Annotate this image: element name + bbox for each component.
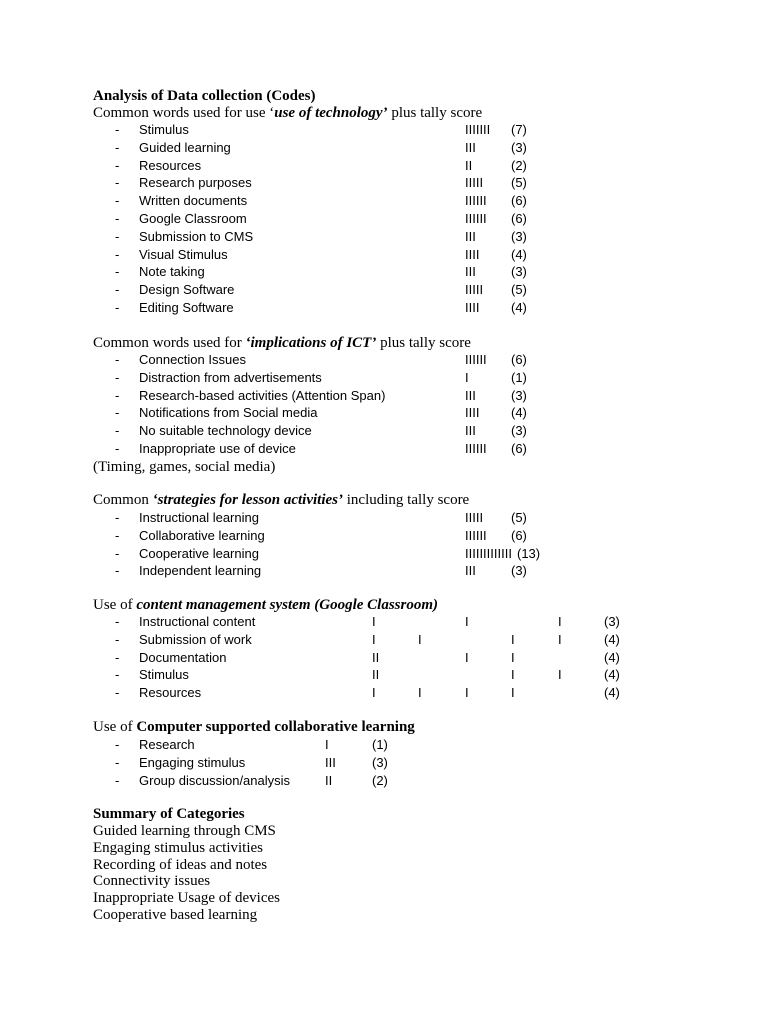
item-label: Connection Issues	[139, 352, 246, 367]
bullet-dash: -	[115, 772, 120, 788]
tally-marks: I	[418, 631, 422, 647]
list-item	[0, 404, 768, 422]
tally-marks: II	[325, 772, 333, 788]
summary-item: Recording of ideas and notes	[93, 856, 268, 873]
section-heading	[93, 719, 415, 736]
heading-text: use of technology’	[274, 105, 388, 121]
summary-heading: Summary of Categories	[93, 806, 245, 822]
list-item	[0, 121, 768, 139]
tally-marks: III	[465, 139, 476, 155]
list-item	[0, 281, 768, 299]
note-text: (Timing, games, social media)	[93, 459, 276, 475]
item-label: Instructional learning	[139, 510, 259, 525]
tally-marks: IIIIII	[465, 352, 487, 367]
tally-marks: IIIIIIIIIIIII	[465, 545, 512, 561]
item-label: Guided learning	[139, 139, 231, 155]
tally-marks: IIIII	[465, 175, 484, 191]
bullet-dash: -	[115, 510, 120, 525]
tally-score: (3)	[511, 228, 527, 244]
item-label: Instructional content	[139, 614, 256, 629]
list-item	[0, 736, 768, 754]
tally-marks: I	[418, 685, 422, 701]
list-item	[0, 772, 768, 790]
bullet-dash: -	[115, 649, 120, 665]
list-item	[0, 228, 768, 246]
tally-score: (5)	[511, 282, 527, 298]
tally-marks: I	[372, 631, 376, 647]
item-label: Google Classroom	[139, 211, 247, 226]
tally-marks: I	[511, 649, 515, 665]
tally-marks: I	[465, 649, 469, 665]
heading-text: including tally score	[343, 492, 470, 508]
item-label: No suitable technology device	[139, 423, 312, 439]
list-item	[0, 509, 768, 527]
bullet-dash: -	[115, 211, 120, 226]
item-label: Resources	[139, 157, 202, 173]
tally-marks: I	[325, 737, 329, 752]
bullet-dash: -	[115, 300, 120, 315]
tally-score: (6)	[511, 527, 527, 543]
bullet-dash: -	[115, 157, 120, 173]
bullet-dash: -	[115, 423, 120, 439]
item-label: Research purposes	[139, 175, 252, 191]
tally-marks: I	[465, 614, 469, 629]
tally-score: (1)	[372, 737, 388, 752]
bullet-dash: -	[115, 387, 120, 403]
bullet-dash: -	[115, 139, 120, 155]
tally-score: (6)	[511, 193, 527, 209]
tally-marks: IIIIII	[465, 211, 487, 226]
summary-item: Engaging stimulus activities	[93, 839, 263, 856]
summary-item: Inappropriate Usage of devices	[93, 890, 281, 907]
tally-marks: IIIII	[465, 282, 484, 298]
bullet-dash: -	[115, 631, 120, 647]
heading-text: Use of	[93, 719, 137, 735]
item-label: Submission to CMS	[139, 228, 254, 244]
item-label: Research-based activities (Attention Span)	[139, 387, 386, 403]
tally-marks: I	[465, 685, 469, 701]
section-heading	[93, 597, 438, 614]
list-item	[0, 631, 768, 649]
item-label: Stimulus	[139, 122, 189, 137]
heading-text: content management system (Google Classroom)	[136, 597, 438, 613]
tally-marks: III	[465, 228, 476, 244]
tally-score: (1)	[511, 369, 527, 385]
item-label: Inappropriate use of device	[139, 441, 296, 456]
heading-text: ‘implications of ICT’	[245, 335, 377, 351]
list-item	[0, 369, 768, 387]
bullet-dash: -	[115, 527, 120, 543]
item-label: Resources	[139, 685, 202, 701]
bullet-dash: -	[115, 246, 120, 262]
bullet-dash: -	[115, 441, 120, 456]
tally-marks: I	[558, 614, 562, 629]
item-label: Written documents	[139, 193, 248, 209]
item-label: Documentation	[139, 649, 227, 665]
tally-marks: I	[372, 685, 376, 701]
tally-marks: III	[465, 423, 476, 439]
bullet-dash: -	[115, 563, 120, 579]
summary-item: Guided learning through CMS	[93, 823, 276, 839]
heading-text: Computer supported collaborative learning	[136, 719, 415, 735]
tally-marks: I	[511, 631, 515, 647]
heading-text: Common words used for use ‘	[93, 105, 275, 121]
tally-score: (4)	[604, 631, 620, 647]
list-item	[0, 440, 768, 458]
tally-marks: IIIIII	[465, 441, 487, 456]
item-label: Group discussion/analysis	[139, 772, 291, 788]
heading-text: Common words used for	[93, 335, 246, 351]
tally-marks: IIIII	[465, 510, 484, 525]
bullet-dash: -	[115, 228, 120, 244]
tally-marks: IIII	[465, 300, 480, 315]
bullet-dash: -	[115, 352, 120, 367]
bullet-dash: -	[115, 667, 120, 683]
summary-item: Cooperative based learning	[93, 907, 258, 923]
item-label: Engaging stimulus	[139, 754, 246, 770]
list-item	[0, 246, 768, 264]
tally-marks: III	[465, 563, 476, 579]
tally-score: (2)	[372, 772, 388, 788]
list-item	[0, 299, 768, 317]
summary-item: Connectivity issues	[93, 873, 211, 890]
bullet-dash: -	[115, 737, 120, 752]
item-label: Stimulus	[139, 667, 189, 683]
bullet-dash: -	[115, 545, 120, 561]
tally-score: (4)	[604, 667, 620, 683]
tally-marks: I	[465, 369, 469, 385]
heading-text: plus tally score	[376, 335, 471, 351]
tally-marks: I	[558, 667, 562, 683]
heading-text: plus tally score	[387, 105, 483, 121]
list-item	[0, 562, 768, 580]
item-label: Research	[139, 737, 195, 752]
tally-marks: IIIIIII	[465, 122, 491, 137]
tally-score: (4)	[511, 405, 527, 421]
list-item	[0, 263, 768, 281]
list-item	[0, 174, 768, 192]
tally-score: (3)	[511, 387, 527, 403]
tally-score: (6)	[511, 441, 527, 456]
list-item	[0, 613, 768, 631]
list-item	[0, 192, 768, 210]
tally-marks: III	[465, 264, 476, 280]
tally-marks: IIIIII	[465, 193, 487, 209]
list-item	[0, 684, 768, 702]
bullet-dash: -	[115, 369, 120, 385]
heading-text: Common	[93, 492, 153, 508]
bullet-dash: -	[115, 122, 120, 137]
bullet-dash: -	[115, 614, 120, 629]
list-item	[0, 139, 768, 157]
tally-score: (3)	[511, 139, 527, 155]
list-item	[0, 754, 768, 772]
item-label: Distraction from advertisements	[139, 369, 322, 385]
list-item	[0, 210, 768, 228]
tally-score: (4)	[511, 300, 527, 315]
tally-score: (13)	[517, 545, 541, 561]
heading-text: Use of	[93, 597, 137, 613]
item-label: Collaborative learning	[139, 527, 265, 543]
section-heading	[93, 105, 482, 122]
item-label: Independent learning	[139, 563, 262, 579]
heading-text: ‘strategies for lesson activities’	[152, 492, 343, 508]
item-label: Visual Stimulus	[139, 246, 228, 262]
tally-score: (3)	[372, 754, 388, 770]
tally-score: (3)	[511, 264, 527, 280]
tally-score: (6)	[511, 211, 527, 226]
tally-marks: IIII	[465, 246, 480, 262]
bullet-dash: -	[115, 193, 120, 209]
tally-marks: II	[465, 157, 473, 173]
item-label: Submission of work	[139, 631, 252, 647]
tally-marks: IIIIII	[465, 527, 487, 543]
list-item	[0, 666, 768, 684]
list-item	[0, 545, 768, 563]
tally-marks: I	[511, 685, 515, 701]
item-label: Notifications from Social media	[139, 405, 318, 421]
tally-score: (5)	[511, 175, 527, 191]
section-heading	[93, 492, 469, 509]
bullet-dash: -	[115, 175, 120, 191]
item-label: Note taking	[139, 264, 205, 280]
tally-marks: II	[372, 649, 380, 665]
tally-marks: II	[372, 667, 380, 683]
tally-score: (3)	[511, 423, 527, 439]
tally-score: (4)	[511, 246, 527, 262]
tally-marks: III	[325, 754, 336, 770]
bullet-dash: -	[115, 264, 120, 280]
tally-marks: I	[372, 614, 376, 629]
tally-marks: IIII	[465, 405, 480, 421]
bullet-dash: -	[115, 754, 120, 770]
bullet-dash: -	[115, 282, 120, 298]
item-label: Editing Software	[139, 300, 234, 315]
list-item	[0, 649, 768, 667]
item-label: Design Software	[139, 282, 235, 298]
tally-marks: III	[465, 387, 476, 403]
tally-score: (3)	[604, 614, 620, 629]
document-title: Analysis of Data collection (Codes)	[93, 88, 316, 104]
list-item	[0, 351, 768, 369]
list-item	[0, 527, 768, 545]
section-heading	[93, 335, 471, 352]
list-item	[0, 387, 768, 405]
item-label: Cooperative learning	[139, 545, 259, 561]
tally-score: (4)	[604, 649, 620, 665]
list-item	[0, 422, 768, 440]
tally-marks: I	[511, 667, 515, 683]
bullet-dash: -	[115, 405, 120, 421]
tally-score: (6)	[511, 352, 527, 367]
tally-score: (5)	[511, 510, 527, 525]
tally-score: (4)	[604, 685, 620, 701]
bullet-dash: -	[115, 685, 120, 701]
tally-score: (2)	[511, 157, 527, 173]
list-item	[0, 157, 768, 175]
tally-marks: I	[558, 631, 562, 647]
tally-score: (7)	[511, 122, 527, 137]
tally-score: (3)	[511, 563, 527, 579]
